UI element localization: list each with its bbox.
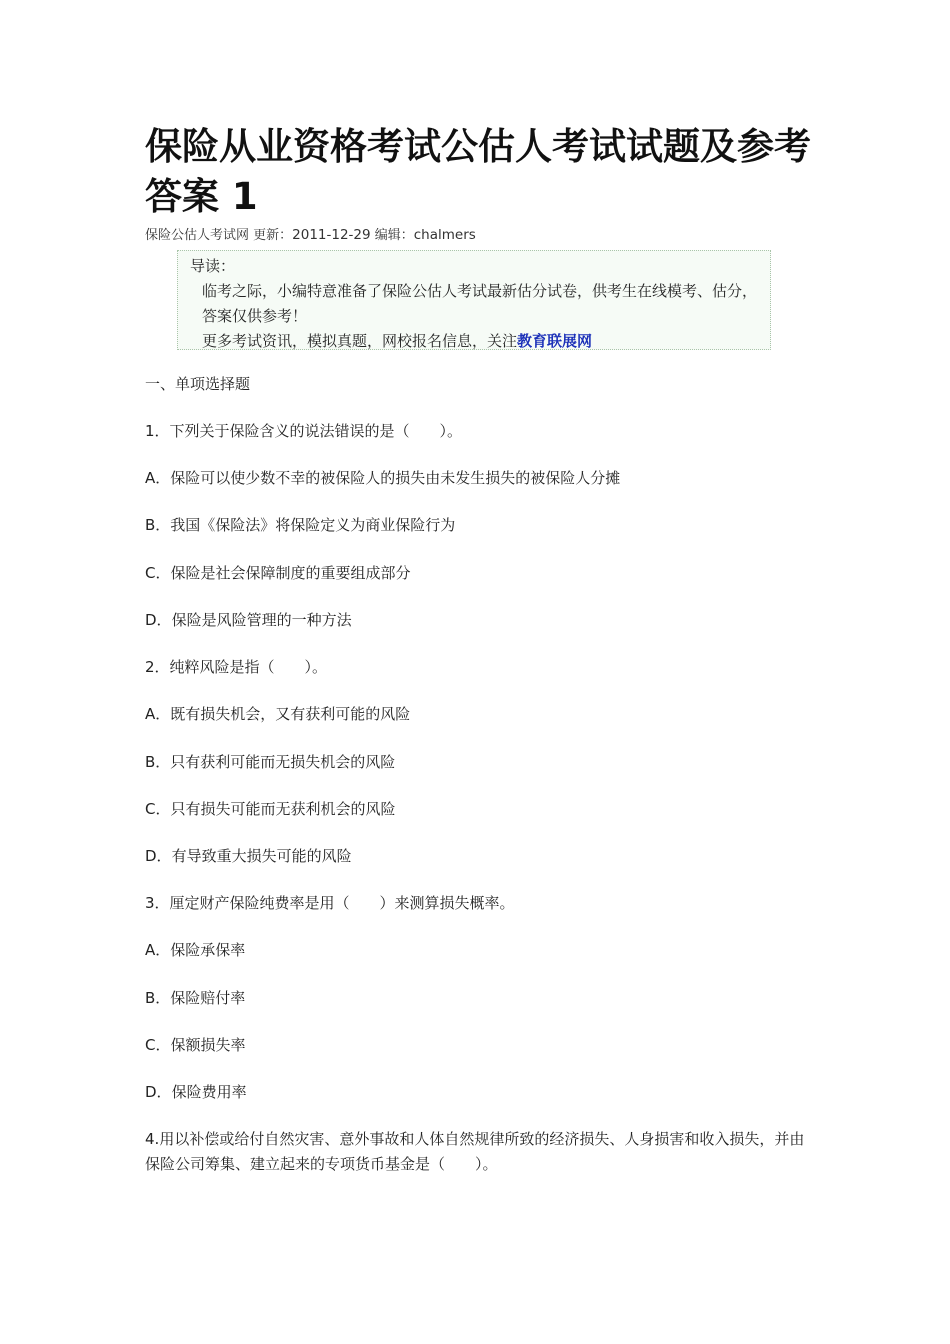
article-meta <box>145 226 476 245</box>
guide-line-1: 临考之际，小编特意准备了保险公估人考试最新估分试卷，供考生在线模考、估分，答案仅供参考！ <box>202 282 758 325</box>
option-label: C． <box>145 564 171 582</box>
option-text: 只有获利可能而无损失机会的风险 <box>170 753 396 771</box>
option-text: 保险赔付率 <box>170 989 246 1007</box>
question-1 <box>145 419 462 443</box>
q2-option-b <box>145 750 395 774</box>
q2-option-d <box>145 844 352 868</box>
q1-option-a <box>145 466 620 490</box>
guide-heading: 导读： <box>190 257 236 275</box>
option-text: 保险可以使少数不幸的被保险人的损失由未发生损失的被保险人分摊 <box>170 469 621 487</box>
guide-link[interactable]: 教育联展网 <box>517 332 593 350</box>
question-3 <box>145 891 515 915</box>
option-label: C． <box>145 800 171 818</box>
meta-date: 2011-12-29 <box>292 227 371 243</box>
q1-option-d <box>145 608 352 632</box>
option-label: D． <box>145 611 172 629</box>
question-text: 纯粹风险是指（ ）。 <box>169 658 328 676</box>
option-label: B． <box>145 989 171 1007</box>
q1-option-c <box>145 561 411 585</box>
guide-box <box>177 250 771 350</box>
option-text: 保险费用率 <box>171 1083 247 1101</box>
option-text: 保额损失率 <box>170 1036 246 1054</box>
question-text: 下列关于保险含义的说法错误的是（ ）。 <box>169 422 463 440</box>
q3-option-b <box>145 986 245 1010</box>
section-title: 一、单项选择题 <box>145 375 251 393</box>
question-number: 4. <box>145 1130 160 1148</box>
q3-option-d <box>145 1080 247 1104</box>
option-text: 保险是社会保障制度的重要组成部分 <box>170 564 411 582</box>
q2-option-a <box>145 702 410 726</box>
option-label: B． <box>145 516 171 534</box>
q3-option-a <box>145 938 245 962</box>
guide-line-2 <box>180 329 770 354</box>
question-number: 3． <box>145 894 170 912</box>
question-text: 厘定财产保险纯费率是用（ ）来测算损失概率。 <box>169 894 515 912</box>
guide-line-2-text: 更多考试资讯，模拟真题，网校报名信息，关注 <box>202 332 518 350</box>
q3-option-c <box>145 1033 246 1057</box>
option-text: 保险是风险管理的一种方法 <box>171 611 352 629</box>
option-label: B． <box>145 753 171 771</box>
option-text: 既有损失机会，又有获利可能的风险 <box>170 705 411 723</box>
q1-option-b <box>145 513 455 537</box>
option-label: C． <box>145 1036 171 1054</box>
question-4 <box>145 1127 815 1177</box>
option-label: A． <box>145 941 171 959</box>
question-number: 1． <box>145 422 170 440</box>
meta-editor-label: 编辑： <box>370 228 414 243</box>
option-text: 只有损失可能而无获利机会的风险 <box>170 800 396 818</box>
meta-editor: chalmers <box>413 227 476 243</box>
question-text: 用以补偿或给付自然灾害、意外事故和人体自然规律所致的经济损失、人身损害和收入损失，并由保险公司筹集、建立起来的专项货币基金是（ ）。 <box>145 1130 805 1173</box>
article-title: 保险从业资格考试公估人考试试题及参考答案 1 <box>145 125 811 218</box>
question-number: 2． <box>145 658 170 676</box>
meta-source: 保险公估人考试网 更新： <box>145 228 293 243</box>
option-text: 有导致重大损失可能的风险 <box>171 847 352 865</box>
option-text: 保险承保率 <box>170 941 246 959</box>
option-text: 我国《保险法》将保险定义为商业保险行为 <box>170 516 456 534</box>
option-label: D． <box>145 1083 172 1101</box>
q2-option-c <box>145 797 396 821</box>
question-2 <box>145 655 327 679</box>
option-label: A． <box>145 469 171 487</box>
option-label: D． <box>145 847 172 865</box>
option-label: A． <box>145 705 171 723</box>
